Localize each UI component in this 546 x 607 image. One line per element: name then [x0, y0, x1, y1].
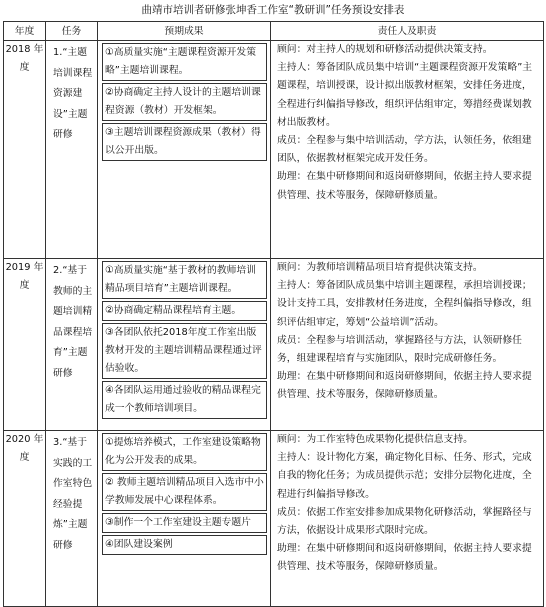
table-row [4, 41, 544, 259]
year-cell: 2018 年度 [4, 41, 46, 259]
year-cell: 2020 年度 [4, 431, 46, 607]
responsibility-item: 成员：全程参与集中培训活动，学方法，认领任务，依组建团队，依据教材框架完成开发任务。 [277, 135, 532, 165]
responsibility-cell [271, 41, 544, 259]
outcomes-cell [98, 431, 271, 607]
outcome-item: ②协商确定精品课程培育主题。 [102, 301, 267, 321]
outcome-item: ①高质量实施“基于教材的教师培训精品项目培育”主题培训课程。 [102, 261, 267, 299]
outcome-item: ③主题培训课程资源成果（教材）得以公开出版。 [102, 123, 267, 161]
outcome-item: ④团队建设案例 [102, 535, 267, 555]
responsibility-item: 成员：全程参与培训活动，掌握路径与方法，认领研修任务，组建课程培育与实施团队，限时完成研修任务。 [277, 334, 522, 365]
outcome-item: ①高质量实施“主题课程资源开发策略”主题培训课程。 [102, 43, 267, 81]
responsibility-item: 助理：在集中研修期间和返岗研修期间，依据主持人要求提供管理、技术等服务，保障研修质量。 [277, 171, 532, 201]
table-title: 曲靖市培训者研修张坤香工作室“教研训”任务预设安排表 [141, 4, 405, 16]
outcome-item: ③各团队依托2018年度工作室出版教材开发的主题培训精品课程通过评估验收。 [102, 323, 267, 379]
header-responsibilities: 责任人及职责 [271, 22, 544, 41]
header-task: 任务 [46, 22, 98, 41]
year-cell: 2019 年度 [4, 259, 46, 431]
table-row [4, 259, 544, 431]
table-row [4, 431, 544, 607]
outcomes-cell [98, 259, 271, 431]
responsibility-cell [271, 431, 544, 607]
responsibility-item: 顾问：为工作室特色成果物化提供信息支持。 [277, 434, 473, 445]
outcome-item: ② 教师主题培训精品项目入选市中小学教师发展中心课程体系。 [102, 473, 267, 511]
responsibility-item: 主持人：设计物化方案，确定物化目标、任务、形式，完成自我的物化任务；为成员提供示范；安排分层物化进度，全程进行纠偏指导修改。 [277, 452, 532, 500]
responsibility-item: 顾问：对主持人的规划和研修活动提供决策支持。 [277, 44, 493, 55]
responsibility-item: 主持人：筹备团队成员集中培训主题课程，承担培训授课；设计支持工具，安排教材任务进度，全程纠偏指导修改，组织评估组审定，筹划“公益培训”活动。 [277, 280, 532, 328]
task-schedule-table [3, 21, 544, 607]
responsibility-item: 助理：在集中研修期间和返岗研修期间，依据主持人要求提供管理、技术等服务，保障研修质量。 [277, 371, 532, 401]
header-row [4, 22, 544, 41]
responsibility-item: 成员：依据工作室安排参加成果物化研修活动，掌握路径与方法，依据设计成果形式限时完成。 [277, 506, 532, 537]
responsibility-item: 顾问：为教师培训精品项目培育提供决策支持。 [277, 262, 483, 273]
outcomes-cell [98, 41, 271, 259]
responsibility-item: 主持人：筹备团队成员集中培训“主题课程资源开发策略”主题课程，培训授课，设计拟出版教材框架，安排任务进度，全程进行纠偏指导修改，组织评估组审定，筹措经费谋划教材出版教材。 [277, 62, 533, 128]
header-year: 年度 [4, 22, 46, 41]
task-cell: 1.“主题培训课程资源建设”主题研修 [46, 41, 98, 259]
header-outcomes: 预期成果 [98, 22, 271, 41]
outcome-item: ④各团队运用通过验收的精品课程完成一个教师培训项目。 [102, 381, 267, 419]
outcome-item: ②协商确定主持人设计的主题培训课程资源（教材）开发框架。 [102, 83, 267, 121]
task-cell: 2.“基于教师的主题培训精品课程培育”主题研修 [46, 259, 98, 431]
responsibility-cell [271, 259, 544, 431]
task-cell: 3.“基于实践的工作室特色经验提炼”主题研修 [46, 431, 98, 607]
responsibility-item: 助理：在集中研修期间和返岗研修期间，依据主持人要求提供管理、技术等服务，保障研修质量。 [277, 543, 532, 573]
outcome-item: ①提炼培养模式，工作室建设策略物化为公开发表的成果。 [102, 433, 267, 471]
outcome-item: ③制作一个工作室建设主题专题片 [102, 513, 267, 533]
